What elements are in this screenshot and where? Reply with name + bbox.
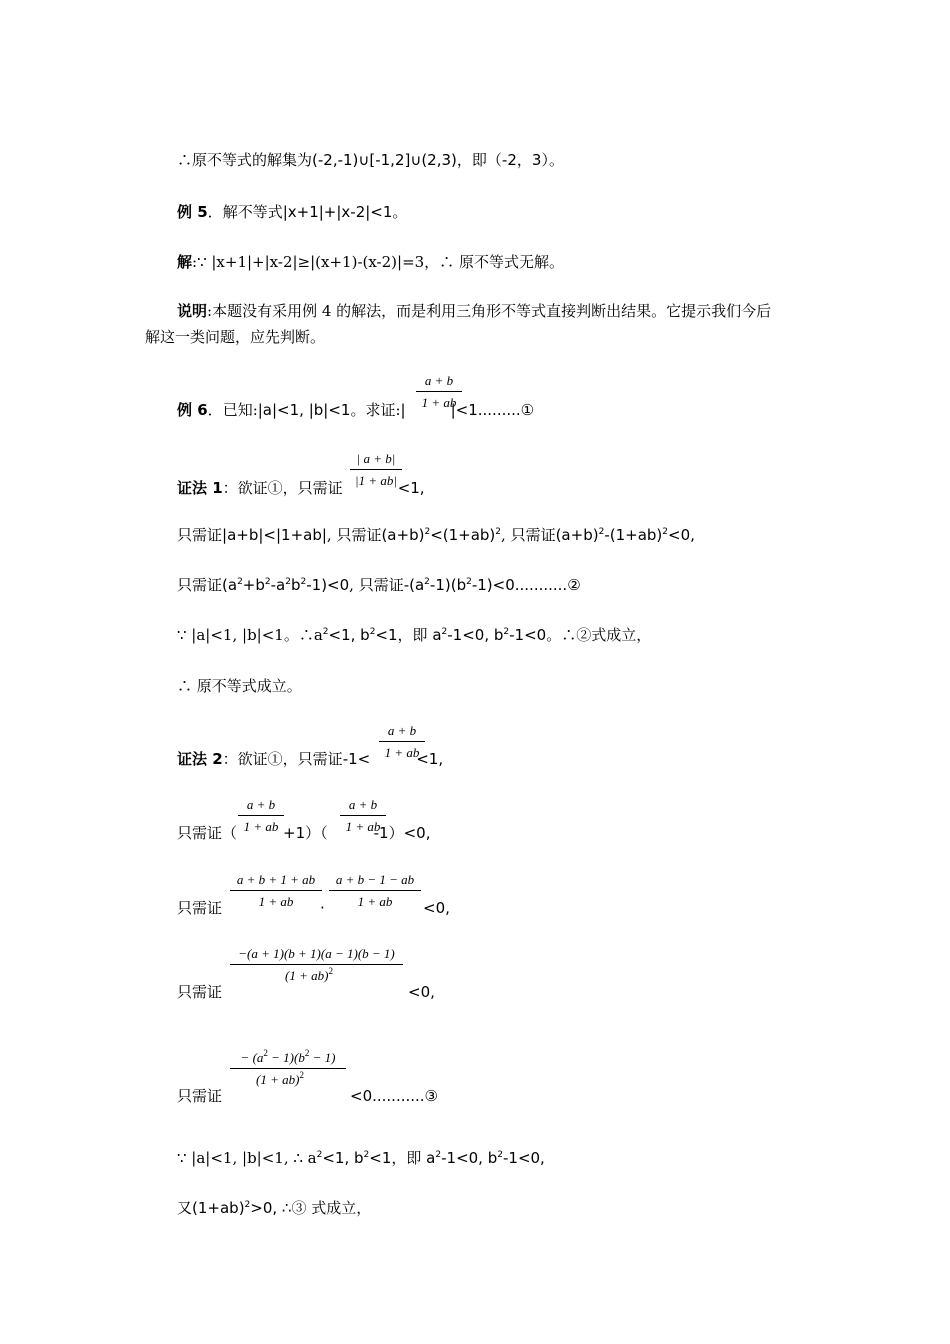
text: ：欲证①，只需证 [222,750,343,768]
exponent: 2 [299,1070,304,1080]
text: ，即 [397,626,433,644]
text: 。求证: [350,401,401,419]
exponent: 2 [495,527,502,537]
exponent: 2 [237,577,243,587]
fraction-numerator: | a + b| [356,451,396,466]
exponent: 2 [304,1048,310,1058]
fraction-denominator [230,965,403,984]
exponent: 2 [424,577,430,587]
text: ）。 [541,151,564,169]
fraction-numerator: a + b [387,723,417,738]
exponent: 2 [503,627,510,637]
text: a [426,1149,436,1167]
exponent: 2 [497,1150,503,1160]
text: -1)<0 [306,576,350,594]
text: ∵ |a|<1, |b|<1, ∴ a [177,1149,317,1167]
text: <0, [423,899,450,917]
text: 。 [392,203,408,221]
text: <1 [369,1149,392,1167]
text: -1< [342,750,371,768]
proof-1-line-4 [177,625,651,645]
text: :∵ |x+1|+|x-2|≥|(x+1)-(x-2)|=3，∴ 原不等式无解。 [192,253,564,271]
fraction-denominator: 1 + ab [258,894,294,909]
text: | [400,401,406,419]
text: (1+ab) [192,1199,245,1217]
text: 只需证 [177,983,223,1001]
multiply-dot: · [320,899,325,917]
text: ， [516,151,532,169]
fraction-numerator: a + b [348,797,378,812]
text: -1)(b [429,576,467,594]
fraction-numerator: a + b − 1 − ab [335,872,415,887]
text: +1）（ [283,824,328,842]
example-5-heading [177,202,407,222]
fraction-numerator: a + b [424,373,454,388]
text: |a+b|<|1+ab| [222,526,327,544]
note-label: 说明 [177,302,208,320]
exponent: 2 [322,627,329,637]
fraction [230,1050,346,1088]
proof-2-line-2 [177,823,430,843]
exponent: 2 [316,1150,323,1160]
text: 只需证（ [177,824,238,842]
exponent: 2 [264,577,271,587]
proof-2-line-7 [177,1198,371,1218]
text: -1<0, [502,1149,545,1167]
text: -1）<0, [373,824,431,842]
text: 只需证 [177,576,223,594]
proof-label: 证法 1 [177,479,223,497]
text: <(1+ab) [430,526,496,544]
fraction [350,451,402,489]
note-line-1 [177,301,771,321]
fraction [238,797,284,835]
text: -1<0, b [441,1149,498,1167]
fraction-numerator [230,1050,346,1068]
text: (a+b) [555,526,599,544]
text: 又 [177,1199,193,1217]
text: <1, b [322,1149,364,1167]
example-label: 例 5 [177,203,208,221]
text: b [290,576,301,594]
text: ，即 [391,1149,427,1167]
exponent: 2 [263,1048,268,1058]
proof-2-line-6 [177,1148,545,1168]
text: ∵ |a|<1, |b|<1。∴a [177,626,323,644]
text: (a [222,576,238,594]
fraction-denominator: |1 + ab| [355,473,397,488]
text: <0, [408,983,435,1001]
fraction [230,946,403,984]
fraction-denominator [230,1069,346,1088]
exponent: 2 [662,527,668,537]
proof-1-conclusion: ∴ 原不等式成立。 [177,677,302,695]
exponent: 2 [424,527,431,537]
text: -2 [501,151,517,169]
text: <1, b [328,626,370,644]
fraction-denominator: 1 + ab [357,894,393,909]
text: , 只需证 [326,526,382,544]
text: <1, [397,479,425,497]
text: |a|<1, |b|<1 [257,401,351,419]
text: − 1)(b [267,1050,305,1065]
text: (1 + ab) [285,968,329,983]
text: -a [270,576,286,594]
example-5-solution [177,252,564,272]
text: ∴原不等式的解集为 [177,151,313,169]
text: − 1) [309,1050,336,1065]
exponent: 2 [363,1150,370,1160]
fraction [379,723,425,761]
text: >0, ∴ [250,1199,292,1217]
proof-2-line-3 [177,898,222,918]
text: <1 [375,626,398,644]
solution-set-line [177,150,564,170]
exponent: 2 [369,627,376,637]
text: 解不等式 [222,203,283,221]
proof-1-line-2 [177,525,695,545]
text: , 只需证 [501,526,556,544]
text: +b [242,576,265,594]
text: -(1+ab) [604,526,663,544]
text: (1 + ab) [256,1072,300,1087]
exponent: 2 [244,1200,251,1210]
exponent: 2 [435,1150,442,1160]
exponent: 2 [441,627,448,637]
solution-label: 解 [177,253,193,271]
text: <1, [416,750,444,768]
fraction-denominator: 1 + ab [243,819,279,834]
text: − (a [240,1050,264,1065]
proof-1-line-3 [177,575,581,595]
text: 只需证 [177,526,223,544]
fraction-numerator: a + b + 1 + ab [236,872,316,887]
text: :本题没有采用例 4 的解法，而是利用三角形不等式直接判断出结果。它提示我们今后 [207,302,772,320]
proof-2-line-4 [177,982,222,1002]
text: -1)<0...........② [471,576,581,594]
fraction-denominator: 1 + ab [384,745,420,760]
text: -1<0 [509,626,547,644]
text: <0...........③ [350,1087,439,1105]
text: -1<0, b [447,626,504,644]
example-6-heading [177,400,534,420]
fraction-numerator: a + b [246,797,276,812]
text: (-2,-1)∪[-1,2]∪(2,3) [312,151,457,169]
note-line-2: 解这一类问题，应先判断。 [145,328,326,346]
fraction [340,797,386,835]
text: a [432,626,442,644]
text: ． [207,203,223,221]
fraction-numerator: −(a + 1)(b + 1)(a − 1)(b − 1) [238,946,395,961]
expression: |x+1|+|x-2|<1 [282,203,393,221]
exponent: 2 [598,527,605,537]
text: ③ 式成立， [291,1199,372,1217]
text: 3 [531,151,542,169]
example-label: 例 6 [177,401,208,419]
text: ，即（ [456,151,502,169]
fraction-denominator: 1 + ab [421,395,457,410]
proof-label: 证法 2 [177,750,223,768]
text: ． [207,401,223,419]
text: 已知: [222,401,258,419]
fraction [329,872,421,910]
text: -(a [403,576,425,594]
fraction [416,373,462,411]
text: <0, [668,526,695,544]
text: ：欲证①，只需证 [222,479,343,497]
fraction [230,872,322,910]
proof-2-line-5 [177,1086,222,1106]
text: 只需证 [177,1087,223,1105]
text: (a+b) [381,526,425,544]
text: |<1.........① [450,401,535,419]
exponent: 2 [328,966,333,976]
text: 。∴②式成立， [546,626,652,644]
fraction-denominator: 1 + ab [345,819,381,834]
exponent: 2 [466,577,472,587]
text: , 只需证 [349,576,404,594]
text: 只需证 [177,899,223,917]
exponent: 2 [300,577,307,587]
exponent: 2 [285,577,291,587]
